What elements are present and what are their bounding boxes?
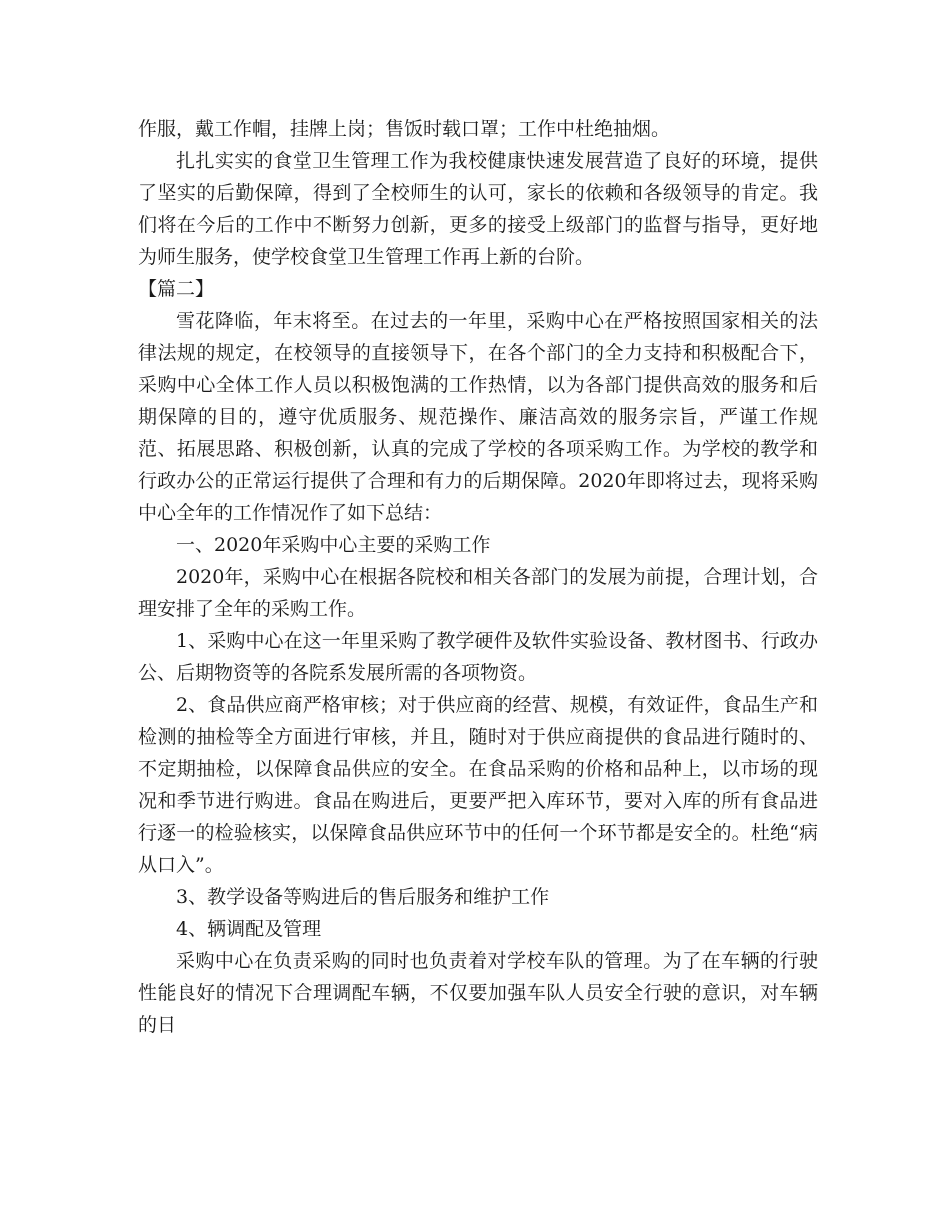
subheading: 一、2020年采购中心主要的采购工作 — [176, 534, 491, 556]
paragraph: 雪花降临，年末将至。在过去的一年里，采购中心在严格按照国家相关的法律法规的规定，在校领导的直接领导下，在各个部门的全力支持和积极配合下，采购中心全体工作人员以积极饱满的工作热情，以为各部门提供高效的服务和后期保障的目的，遵守优质服务、规范操作、廉洁高效的服务宗旨，严谨工作规范、拓展思路、积极创新，认真的完成了学校的各项采购工作。为学校的教学和行政办公的正常运行提供了合理和有力的后期保障。2020年即将过去，现将采购中心全年的工作情况作了如下总结： — [138, 310, 818, 524]
paragraph-continuation: 作服，戴工作帽，挂牌上岗；售饭时载口罩；工作中杜绝抽烟。 — [138, 118, 671, 140]
list-item: 1、采购中心在这一年里采购了教学硬件及软件实验设备、教材图书、行政办公、后期物资等的各院系发展所需的各项物资。 — [138, 630, 818, 684]
list-item: 3、教学设备等购进后的售后服务和维护工作 — [176, 886, 550, 908]
list-item: 2、食品供应商严格审核；对于供应商的经营、规模，有效证件，食品生产和检测的抽检等全方面进行审核，并且，随时对于供应商提供的食品进行随时的、不定期抽检，以保障食品供应的安全。在食品采购的价格和品种上，以市场的现况和季节进行购进。食品在购进后，更要严把入库环节，要对入库的所有食品进行逐一的检验核实，以保障食品供应环节中的任何一个环节都是安全的。杜绝“病从口入”。 — [138, 694, 818, 876]
list-item: 4、辆调配及管理 — [176, 918, 322, 940]
section-heading: 【篇二】 — [138, 278, 215, 300]
document-body — [138, 113, 818, 1041]
paragraph: 采购中心在负责采购的同时也负责着对学校车队的管理。为了在车辆的行驶性能良好的情况下合理调配车辆，不仅要加强车队人员安全行驶的意识，对车辆的日 — [138, 950, 818, 1036]
paragraph: 2020年，采购中心在根据各院校和相关各部门的发展为前提，合理计划，合理安排了全年的采购工作。 — [138, 566, 818, 620]
paragraph: 扎扎实实的食堂卫生管理工作为我校健康快速发展营造了良好的环境，提供了坚实的后勤保障，得到了全校师生的认可，家长的依赖和各级领导的肯定。我们将在今后的工作中不断努力创新，更多的接受上级部门的监督与指导，更好地为师生服务，使学校食堂卫生管理工作再上新的台阶。 — [138, 150, 818, 268]
